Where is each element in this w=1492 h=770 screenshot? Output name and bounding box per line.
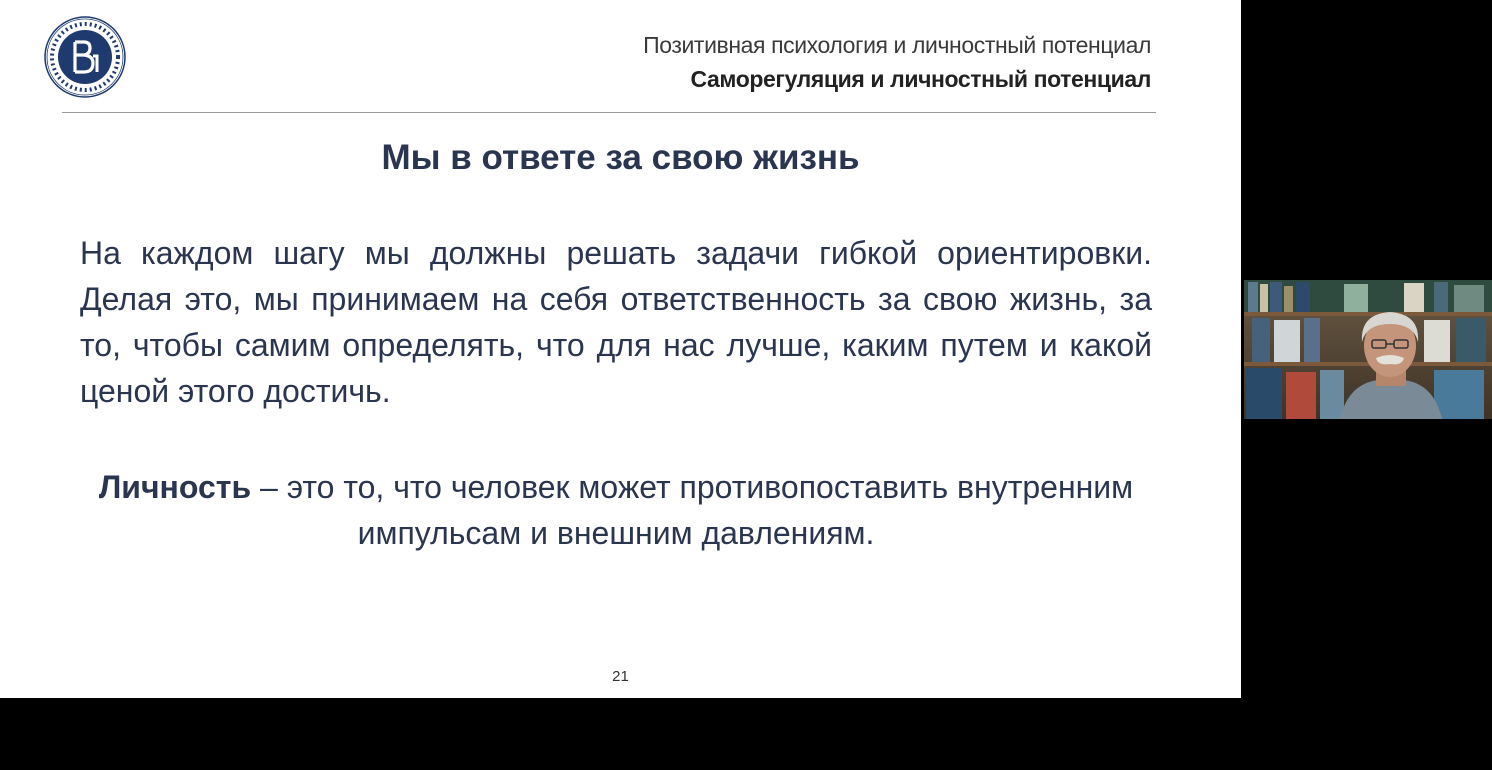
webcam-video-icon[interactable] bbox=[1244, 280, 1492, 419]
header-divider bbox=[62, 112, 1156, 113]
hse-logo-icon bbox=[44, 16, 126, 98]
definition-term: Личность bbox=[98, 469, 252, 505]
slide-paragraph: На каждом шагу мы должны решать задачи гибкой ориентировки. Делая это, мы принимаем на себя ответственность за свою жизнь, за то, чтобы самим определять, что для нас лучше, каким путем и какой ценой этого достичь. bbox=[80, 235, 1152, 409]
definition-rest: – это то, что человек может противопоставить внутренним импульсам и внешним давлениям. bbox=[251, 469, 1134, 551]
page-number: 21 bbox=[612, 668, 629, 685]
definition-text bbox=[90, 464, 1142, 556]
lecture-title: Саморегуляция и личностный потенциал bbox=[690, 66, 1151, 92]
course-title: Позитивная психология и личностный потенциал bbox=[643, 32, 1151, 58]
slide-title: Мы в ответе за свою жизнь bbox=[381, 138, 860, 177]
